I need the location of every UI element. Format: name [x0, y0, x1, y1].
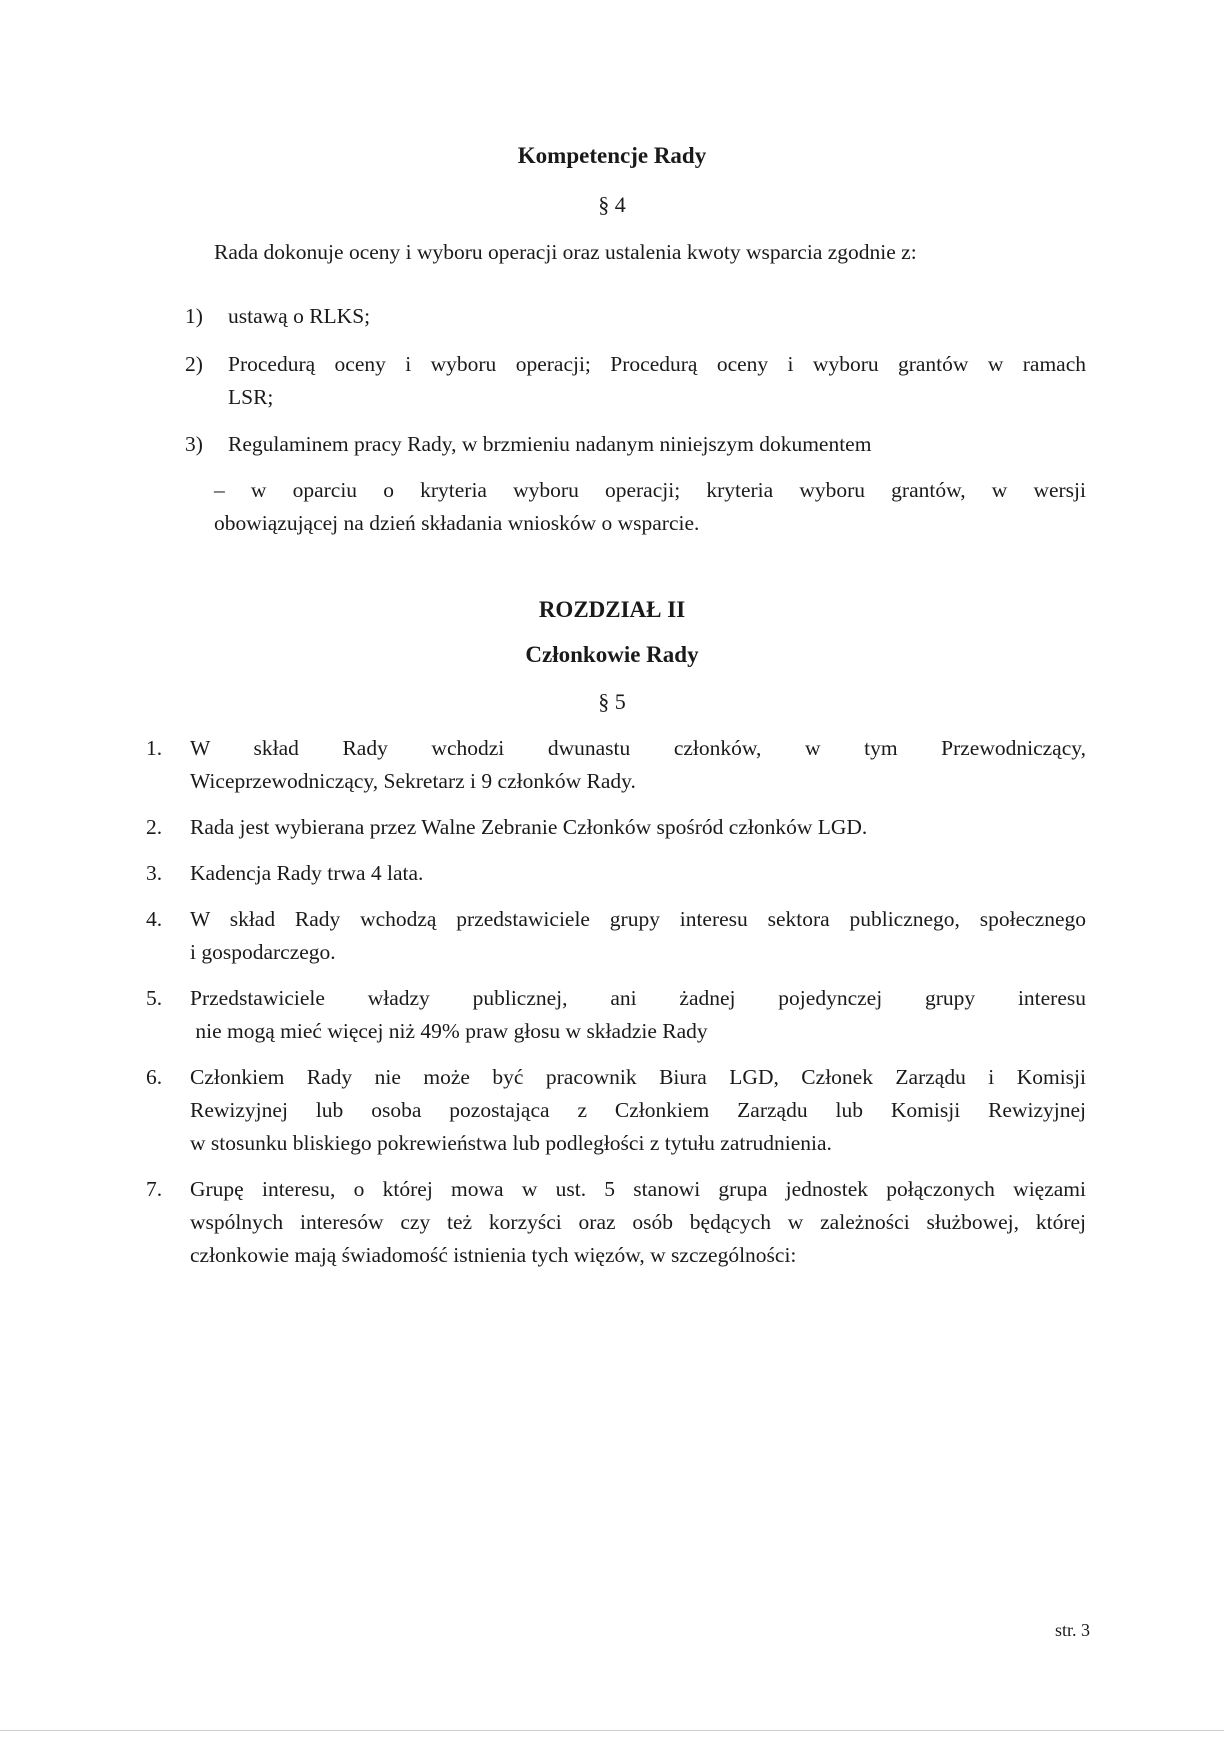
- chapter-title: ROZDZIAŁ II: [538, 597, 686, 622]
- list-item-text: Procedurą oceny i wyboru operacji; Procedurą oceny i wyboru grantów w ramach: [228, 352, 1086, 376]
- list-item-text: Przedstawiciele władzy publicznej, ani żadnej pojedynczej grupy interesu: [190, 986, 1086, 1010]
- list-item-number: 2.: [146, 815, 163, 839]
- list-item-text-continued: w stosunku bliskiego pokrewieństwa lub podległości z tytułu zatrudnienia.: [190, 1131, 832, 1155]
- list-item-text: Kadencja Rady trwa 4 lata.: [190, 861, 424, 885]
- list-item-number: 4.: [146, 907, 163, 931]
- list-item-text: W skład Rady wchodzą przedstawiciele grupy interesu sektora publicznego, społecznego: [190, 907, 1086, 931]
- intro-text: Rada dokonuje oceny i wyboru operacji oraz ustalenia kwoty wsparcia zgodnie z:: [214, 240, 917, 264]
- section-heading-kompetencje: Kompetencje Rady: [517, 143, 707, 168]
- list-item-number: 2): [185, 352, 203, 376]
- list-item-number: 3.: [146, 861, 163, 885]
- list-item-text: Członkiem Rady nie może być pracownik Biura LGD, Członek Zarządu i Komisji: [190, 1065, 1086, 1089]
- list-item-text: Rada jest wybierana przez Walne Zebranie Członków spośród członków LGD.: [190, 815, 868, 839]
- list-item-text: W skład Rady wchodzi dwunastu członków, w tym Przewodniczący,: [190, 736, 1086, 760]
- paragraph-sign-4: § 4: [598, 192, 626, 217]
- list-item-number: 6.: [146, 1065, 163, 1089]
- list-item-text: ustawą o RLKS;: [228, 304, 371, 328]
- list-item-text-continued: członkowie mają świadomość istnienia tych więzów, w szczególności:: [190, 1243, 797, 1267]
- list-item-text-continued: nie mogą mieć więcej niż 49% praw głosu w składzie Rady: [190, 1019, 708, 1043]
- list-item-text-continued: Rewizyjnej lub osoba pozostająca z Członkiem Zarządu lub Komisji Rewizyjnej: [190, 1098, 1086, 1122]
- list-item-number: 7.: [146, 1177, 163, 1201]
- section-heading-czlonkowie: Członkowie Rady: [525, 642, 699, 667]
- dash-line-continued: obowiązującej na dzień składania wniosków o wsparcie.: [214, 511, 700, 535]
- list-item-number: 5.: [146, 986, 163, 1010]
- list-item-number: 3): [185, 432, 203, 456]
- list-item-number: 1.: [146, 736, 163, 760]
- list-item-text-continued: wspólnych interesów czy też korzyści oraz osób będących w zależności służbowej, której: [190, 1210, 1086, 1234]
- dash-line: – w oparciu o kryteria wyboru operacji; kryteria wyboru grantów, w wersji: [214, 478, 1086, 502]
- page-number: str. 3: [1054, 1620, 1090, 1640]
- list-item-text: Grupę interesu, o której mowa w ust. 5 stanowi grupa jednostek połączonych więzami: [190, 1177, 1086, 1201]
- list-item-text-continued: i gospodarczego.: [190, 940, 336, 964]
- list-item-text-continued: Wiceprzewodniczący, Sekretarz i 9 członków Rady.: [190, 769, 636, 793]
- list-item-text-continued: LSR;: [228, 385, 274, 409]
- list-item-number: 1): [185, 304, 203, 328]
- paragraph-sign-5: § 5: [598, 689, 626, 714]
- list-item-text: Regulaminem pracy Rady, w brzmieniu nadanym niniejszym dokumentem: [228, 432, 872, 456]
- scan-edge-line: [0, 1730, 1224, 1731]
